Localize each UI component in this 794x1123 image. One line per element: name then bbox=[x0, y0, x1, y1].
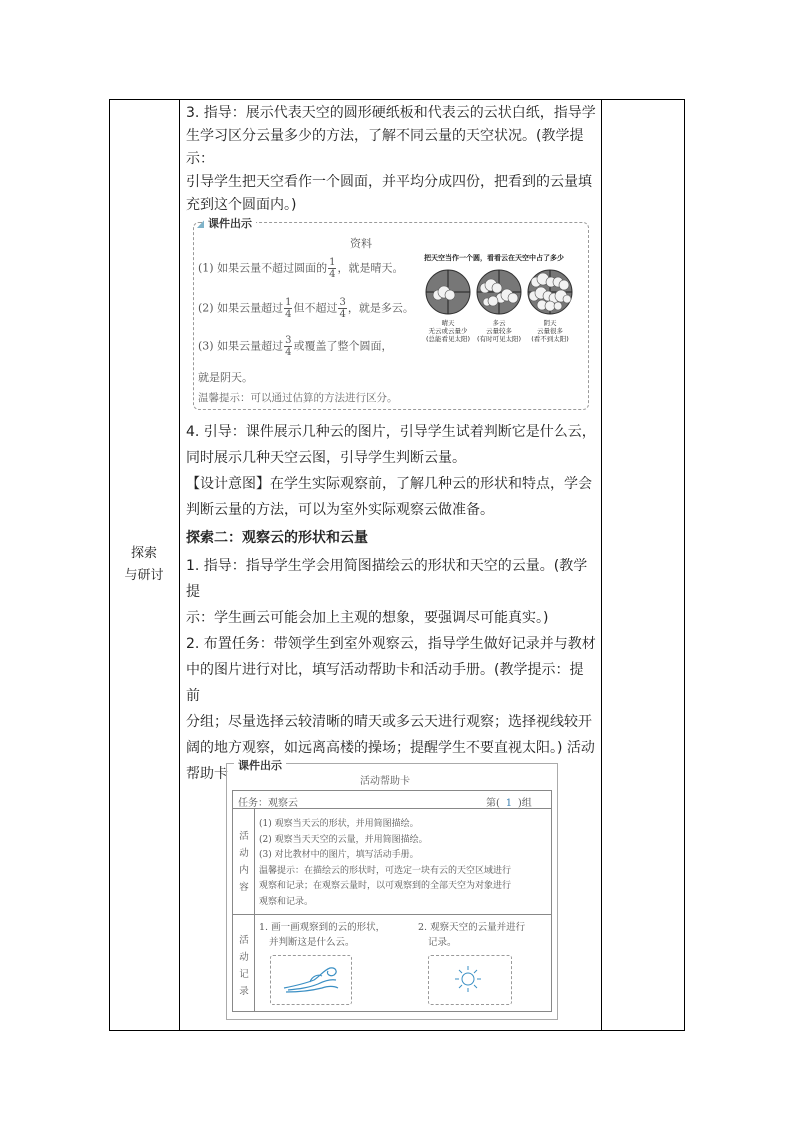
card1-item1-pre: (1) 如果云量不超过圆面的 bbox=[198, 261, 328, 275]
table-right-border bbox=[684, 99, 685, 1031]
overcast-label-l1: 阴天 bbox=[543, 319, 557, 327]
content-line: (3) 对比教材中的图片，填写活动手册。 bbox=[259, 850, 419, 860]
para3-line: 1. 指导：指导学生学会用简图描绘云的形状和天空的云量。(教学提 bbox=[186, 558, 588, 600]
table-bottom-border bbox=[109, 1030, 685, 1031]
content-line: 观察和记录；在观察云量时，以可观察到的全部天空为对象进行 bbox=[259, 881, 512, 891]
record-label bbox=[236, 932, 252, 1000]
card1-hint: 温馨提示：可以通过估算的方法进行区分。 bbox=[198, 392, 398, 404]
fraction-three-quarters: $\frac{3}{4}$ bbox=[339, 297, 346, 320]
content-line: 观察和记录。 bbox=[259, 896, 314, 907]
para1-line: 3. 指导：展示代表天空的圆形硬纸板和代表云的云状白纸，指导学 bbox=[186, 105, 596, 121]
para3-line: 分组；尽量选择云较清晰的晴天或多云天进行观察；选择视线较开 bbox=[186, 714, 592, 730]
cloudy-label-l2: 云量较多 bbox=[486, 327, 512, 335]
para2-line: 判断云量的方法，可以为室外实际观察云做准备。 bbox=[186, 502, 494, 518]
card2-title: 活动帮助卡 bbox=[360, 776, 410, 787]
table-divider-2 bbox=[601, 99, 602, 1031]
row-label bbox=[118, 543, 170, 587]
content-line: 温馨提示：在描绘云的形状时，可选定一块有云的天空区域进行 bbox=[259, 865, 512, 876]
sunny-label-l2: 无云或云量少 bbox=[428, 327, 468, 335]
card1-item3-cont: 就是阴天。 bbox=[198, 371, 253, 384]
cloudy-label-l3: (有时可见太阳) bbox=[476, 335, 522, 343]
para1-line: 生学习区分云量多少的方法，了解不同云量的天空状况。(教学提示： bbox=[186, 128, 584, 167]
content-label-char: 容 bbox=[239, 882, 249, 893]
card1-item2-pre: (2) 如果云量超过 bbox=[198, 301, 284, 315]
record-label-char: 活 bbox=[239, 935, 249, 946]
card1-item-3 bbox=[198, 335, 392, 358]
para3-line: 示：学生画云可能会加上主观的想象，要强调尽可能真实。) bbox=[186, 610, 549, 626]
card1-item2-post: ，就是多云。 bbox=[347, 301, 414, 315]
row-label-line-2: 与研讨 bbox=[124, 568, 164, 583]
card1-item3-post: 或覆盖了整个圆面， bbox=[293, 339, 393, 353]
group-label bbox=[486, 794, 532, 809]
fraction-one-quarter: $\frac{1}{4}$ bbox=[329, 257, 336, 280]
card1-item1-post: ，就是晴天。 bbox=[337, 261, 404, 275]
card1-item2-mid: 但不超过 bbox=[293, 301, 338, 315]
sky-pie-overcast-icon bbox=[526, 268, 574, 316]
overcast-label bbox=[522, 319, 578, 343]
record-label-char: 记 bbox=[239, 969, 249, 980]
sunny-label-l3: (总能看见太阳) bbox=[425, 335, 471, 343]
content-line: (1) 观察当天云的形状，并用简图描绘。 bbox=[259, 819, 419, 829]
content-label bbox=[236, 828, 252, 896]
cloud-sketch-icon bbox=[280, 962, 342, 996]
para2-line: 【设计意图】在学生实际观察前，了解几种云的形状和特点，学会 bbox=[186, 476, 592, 492]
guide-paragraph-4 bbox=[186, 419, 596, 523]
para1-line: 引导学生把天空看作一个圆面，并平均分成四份，把看到的云量填 bbox=[186, 174, 592, 190]
cloudy-label-l1: 多云 bbox=[492, 319, 506, 327]
record-task-2 bbox=[418, 920, 525, 950]
table-divider-1 bbox=[179, 99, 180, 1031]
card1-item3-pre: (3) 如果云量超过 bbox=[198, 339, 284, 353]
help-card-col-line bbox=[254, 808, 255, 1011]
para3-line: 阔的地方观察，如远离高楼的操场；提醒学生不要直视太阳。) 活动 bbox=[186, 740, 595, 756]
card2-tab-label: 课件出示 bbox=[234, 757, 286, 773]
table-left-border bbox=[109, 99, 110, 1031]
guide-paragraph-3 bbox=[186, 102, 596, 217]
para3-line: 2. 布置任务：带领学生到室外观察云，指导学生做好记录并与教材 bbox=[186, 636, 596, 652]
content-label-char: 内 bbox=[239, 865, 249, 876]
record1-line: 1. 画一画观察到的云的形状， bbox=[259, 922, 386, 933]
sky-pie-cloudy-icon bbox=[475, 268, 523, 316]
activity-content bbox=[259, 817, 547, 910]
guide-paragraph-tasks bbox=[186, 553, 596, 787]
content-line: (2) 观察当天天空的云量，并用简图描绘。 bbox=[259, 834, 428, 845]
card1-title: 资料 bbox=[350, 237, 372, 250]
card1-item-1 bbox=[198, 257, 403, 280]
record-label-char: 录 bbox=[239, 986, 249, 997]
fraction-one-quarter: $\frac{1}{4}$ bbox=[285, 297, 292, 320]
record-task-1 bbox=[259, 920, 385, 950]
overcast-label-l2: 云量很多 bbox=[537, 327, 563, 335]
content-label-char: 动 bbox=[239, 848, 249, 859]
para2-line: 同时展示几种天空云图，引导学生判断云量。 bbox=[186, 450, 466, 466]
cloud-figure-title: 把天空当作一个圆，看看云在天空中占了多少 bbox=[424, 254, 564, 262]
group-pre: 第( bbox=[486, 798, 500, 809]
fraction-three-quarters: $\frac{3}{4}$ bbox=[285, 335, 292, 358]
record1-line: 并判断这是什么云。 bbox=[269, 937, 355, 948]
para3-line: 中的图片进行对比，填写活动帮助卡和活动手册。(教学提示：提前 bbox=[186, 662, 584, 704]
record-label-char: 动 bbox=[239, 952, 249, 963]
card1-item-2 bbox=[198, 297, 414, 320]
group-number: 1 bbox=[505, 798, 513, 809]
para3-line: 帮助卡 bbox=[186, 766, 228, 782]
record2-line: 2. 观察天空的云量并进行 bbox=[418, 922, 526, 933]
overcast-label-l3: (看不到太阳) bbox=[531, 335, 569, 343]
sunny-label bbox=[420, 319, 476, 343]
sunny-label-l1: 晴天 bbox=[441, 319, 455, 327]
para1-line: 充到这个圆面内。) bbox=[186, 197, 297, 213]
table-top-border bbox=[109, 99, 685, 100]
row-label-line-1: 探索 bbox=[130, 546, 157, 561]
group-post: )组 bbox=[517, 798, 532, 809]
help-card-row-line bbox=[232, 914, 551, 915]
task-label: 任务：观察云 bbox=[238, 798, 298, 809]
sun-icon bbox=[451, 964, 485, 994]
para2-line: 4. 引导：课件展示几种云的图片，引导学生试着判断它是什么云， bbox=[186, 424, 596, 440]
section-heading: 探索二：观察云的形状和云量 bbox=[186, 530, 368, 546]
cloudy-label bbox=[471, 319, 527, 343]
content-label-char: 活 bbox=[239, 831, 249, 842]
record2-line: 记录。 bbox=[428, 937, 457, 948]
card1-tab-label: 课件出示 bbox=[204, 215, 256, 231]
sky-pie-sunny-icon bbox=[424, 268, 472, 316]
